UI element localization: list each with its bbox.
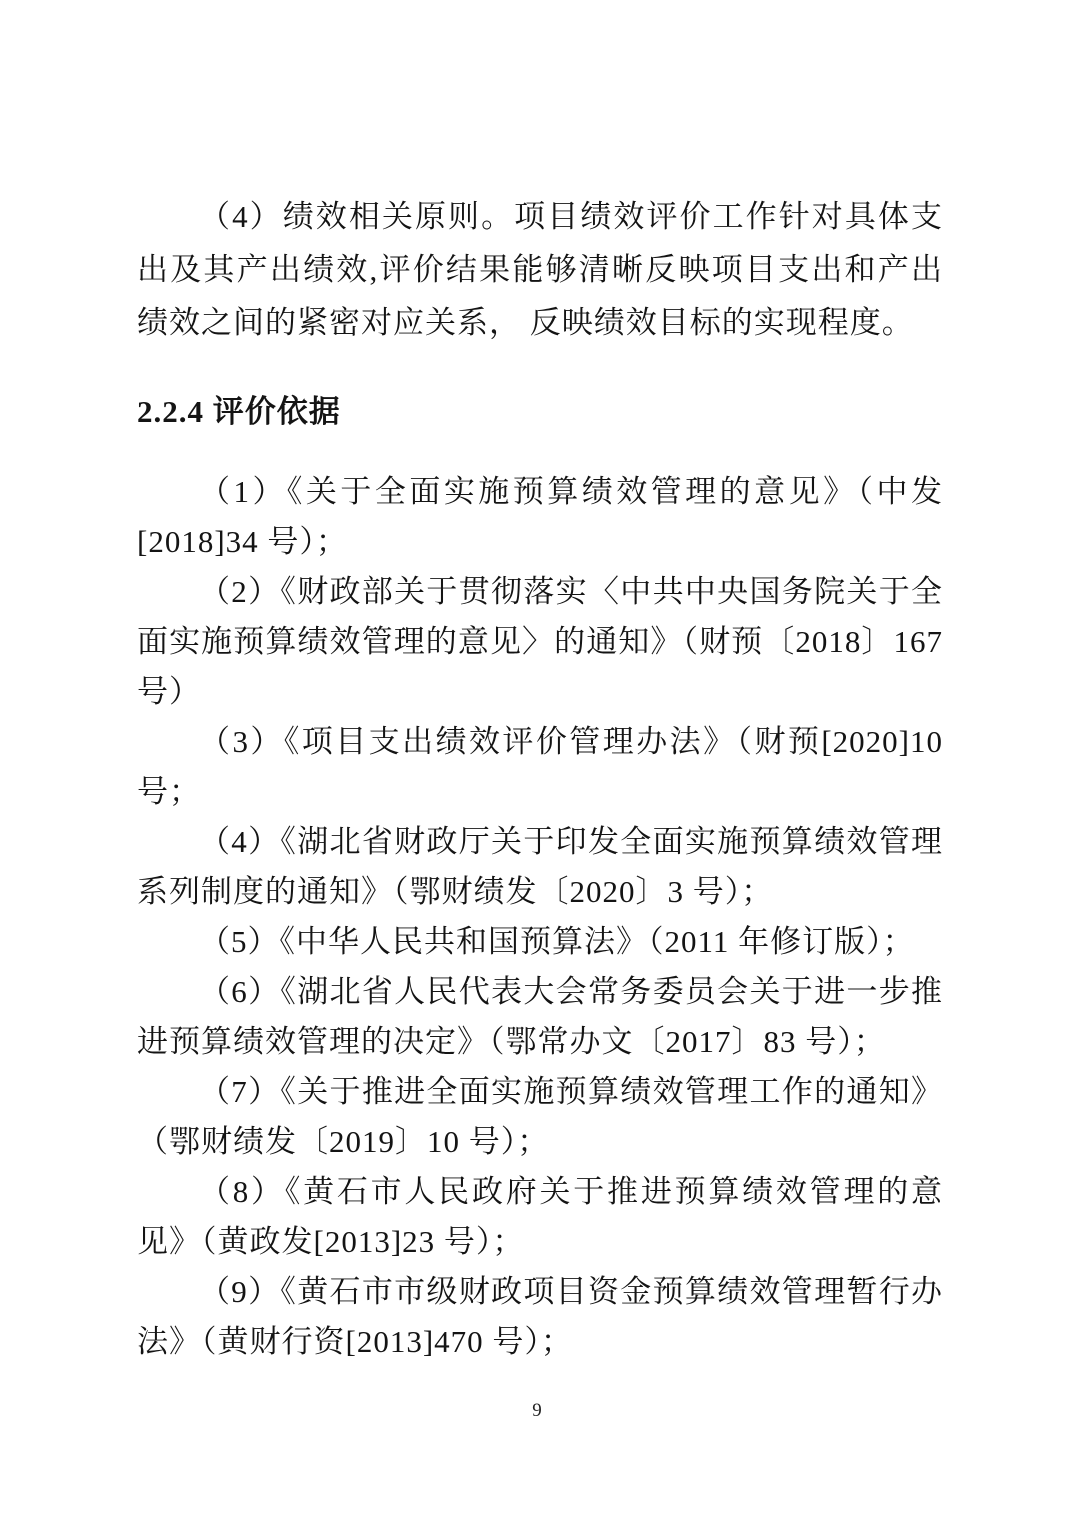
reference-item-8: （8）《黄石市人民政府关于推进预算绩效管理的意见》（黄政发[2013]23 号）； — [137, 1174, 943, 1259]
reference-item-1: （1）《关于全面实施预算绩效管理的意见》（中发[2018]34 号）； — [137, 474, 943, 559]
reference-item-7: （7）《关于推进全面实施预算绩效管理工作的通知》（鄂财绩发〔2019〕10 号）； — [137, 1074, 943, 1159]
page-number: 9 — [532, 1400, 542, 1421]
section-heading: 2.2.4 评价依据 — [137, 394, 341, 429]
reference-item-4: （4）《湖北省财政厅关于印发全面实施预算绩效管理系列制度的通知》（鄂财绩发〔2020〕3 号）； — [137, 824, 943, 909]
reference-item-3: （3）《项目支出绩效评价管理办法》（财预[2020]10 号； — [137, 724, 943, 809]
intro-paragraph: （4）绩效相关原则。项目绩效评价工作针对具体支出及其产出绩效,评价结果能够清晰反映项目支出和产出绩效之间的紧密对应关系， 反映绩效目标的实现程度。 — [137, 199, 943, 340]
reference-item-5: （5）《中华人民共和国预算法》（2011 年修订版）； — [199, 924, 915, 959]
reference-item-9: （9）《黄石市市级财政项目资金预算绩效管理暂行办法》（黄财行资[2013]470 号）； — [137, 1274, 943, 1359]
reference-item-6: （6）《湖北省人民代表大会常务委员会关于进一步推进预算绩效管理的决定》（鄂常办文〔2017〕83 号）； — [137, 974, 943, 1059]
document-content — [137, 190, 943, 1367]
reference-item-2: （2）《财政部关于贯彻落实〈中共中央国务院关于全面实施预算绩效管理的意见〉的通知》（财预〔2018〕167 号） — [137, 574, 943, 709]
